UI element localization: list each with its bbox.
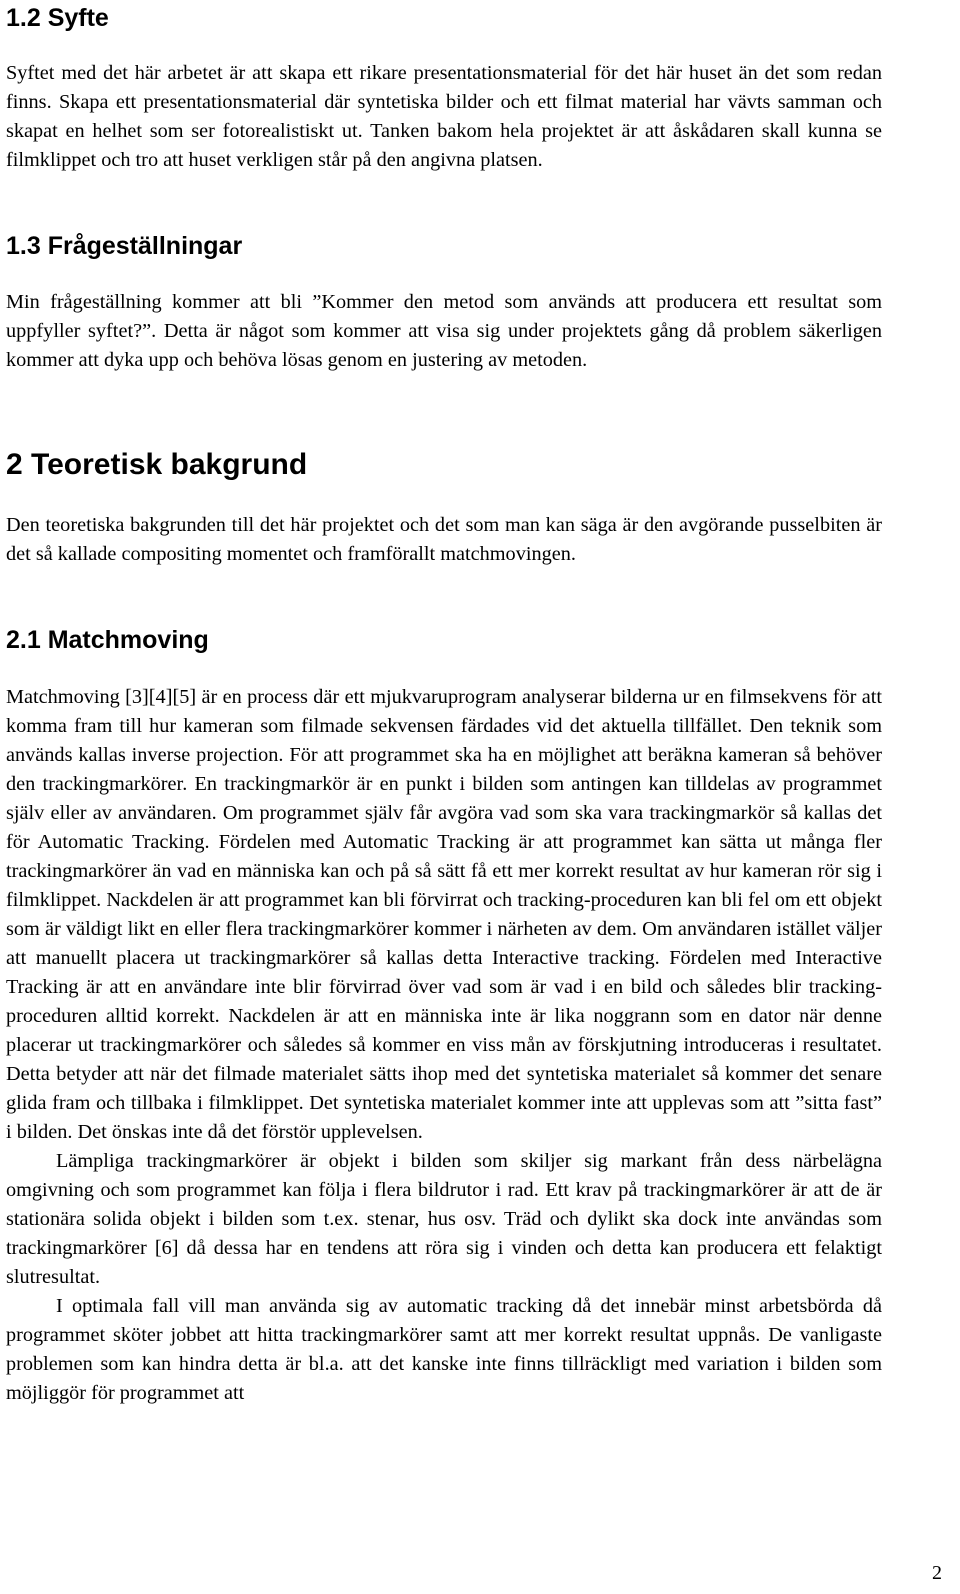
- chapter-heading-teoretisk-bakgrund: 2 Teoretisk bakgrund: [6, 448, 308, 481]
- paragraph-matchmoving-3: I optimala fall vill man använda sig av automatic tracking då det innebär minst arbetsbörda då programmet sköter jobbet att hitta trackingmarkörer samt att mer korrekt resultat uppnås. De vanligaste problemen som kan hindra detta är bl.a. att det kanske inte finns tillräckligt med variation i bilden som möjliggör för programmet att: [6, 1295, 882, 1404]
- paragraph-fragestallningar: Min frågeställning kommer att bli ”Kommer den metod som används att producera ett resultat som uppfyller syftet?”. Detta är något som kommer att visa sig under projektets gång då problem säkerligen kommer att dyka upp och behöva lösas genom en justering av metoden.: [6, 291, 882, 371]
- paragraph-syfte: Syftet med det här arbetet är att skapa ett rikare presentationsmaterial för det här huset än det som redan finns. Skapa ett presentationsmaterial där syntetiska bilder och ett filmat material har vävts samman och skapat en helhet som ser fotorealistiskt ut. Tanken bakom hela projektet är att åskådaren skall kunna se filmklippet och tro att huset verkligen står på den angivna platsen.: [6, 62, 882, 171]
- section-heading-matchmoving: 2.1 Matchmoving: [6, 626, 209, 654]
- section-heading-fragestallningar: 1.3 Frågeställningar: [6, 232, 243, 260]
- section-heading-syfte: 1.2 Syfte: [6, 4, 109, 32]
- matchmoving-body: [6, 683, 882, 1408]
- paragraph-matchmoving-2: Lämpliga trackingmarkörer är objekt i bilden som skiljer sig markant från dess närbelägna omgivning och som programmet kan följa i flera bildrutor i rad. Ett krav på trackingmarkörer är att de är stationära solida objekt i bilden som t.ex. stenar, hus osv. Träd och dylikt ska dock inte användas som trackingmarkörer [6] då dessa har en tendens att röra sig i vinden och detta kan producera ett felaktigt slutresultat.: [6, 1150, 882, 1288]
- page-number: 2: [932, 1562, 942, 1584]
- paragraph-teoretisk-bakgrund: Den teoretiska bakgrunden till det här projektet och det som man kan säga är den avgörande pusselbiten är det så kallade compositing momentet och framförallt matchmovingen.: [6, 514, 882, 565]
- paragraph-matchmoving-1: Matchmoving [3][4][5] är en process där ett mjukvaruprogram analyserar bilderna ur en filmsekvens för att komma fram till hur kameran som filmade sekvensen färdades vid det aktuella tillfället. Den teknik som används kallas inverse projection. För att programmet ska ha en möjlighet att beräkna kameran så behöver den trackingmarkörer. En trackingmarkör är en punkt i bilden som antingen kan tilldelas av programmet själv eller av användaren. Om programmet själv får avgöra vad som ska vara trackingmarkör så kallas det för Automatic Tracking. Fördelen med Automatic Tracking är att programmet kan sätta ut många fler trackingmarkörer än vad en människa kan och på så sätt få ett mer korrekt resultat av hur kameran rör sig i filmklippet. Nackdelen är att programmet kan bli förvirrat och tracking-proceduren kan bli fel om ett objekt som är väldigt likt en eller flera trackingmarkörer kommer i närheten av dem. Om användaren istället väljer att manuellt placera ut trackingmarkörer så kallas detta Interactive tracking. Fördelen med Interactive Tracking är att en användare inte blir förvirrad över vad som är vad i en bild och således blir tracking-proceduren alltid korrekt. Nackdelen är att en människa inte är lika noggrann som en dator när denne placerar ut trackingmarkörer och således så kommer en viss mån av förskjutning introduceras i resultatet. Detta betyder att när det filmade materialet sätts ihop med det syntetiska materialet så kommer det senare glida fram och tillbaka i filmklippet. Det syntetiska materialet kommer inte att upplevas som att ”sitta fast” i bilden. Det önskas inte då det förstör upplevelsen.: [6, 686, 882, 1143]
